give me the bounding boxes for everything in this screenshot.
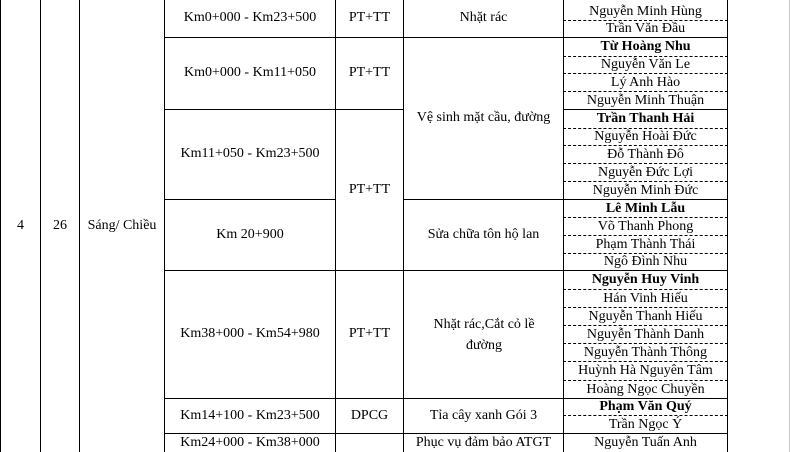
worker-name: Nguyễn Thành Danh [586, 326, 705, 342]
grid-line [727, 0, 728, 452]
worker-name: Nguyễn Tuấn Anh [594, 435, 697, 450]
worker-name: Phạm Thành Thái [595, 236, 696, 252]
worker-name: Đỗ Thành Đô [607, 146, 684, 162]
worker-name: Võ Thanh Phong [597, 218, 694, 234]
segment-cell: Km38+000 - Km54+980 [180, 326, 320, 342]
worker-name: Lê Minh Lẫu [605, 200, 686, 216]
worker-name: Nguyễn Đức Lợi [597, 164, 694, 180]
worker-name: Huỳnh Hà Nguyên Tâm [578, 363, 713, 378]
worker-name: Trần Thanh Hải [596, 111, 695, 126]
worker-name: Hoàng Ngọc Chuyền [586, 381, 705, 397]
worker-name: Lý Anh Hào [610, 74, 681, 90]
shift-cell: Sáng/ Chiều [87, 217, 157, 233]
segment-cell: Km14+100 - Km23+500 [180, 407, 320, 423]
task-cell: Vệ sinh mặt cầu, đường [416, 110, 551, 126]
worker-name: Từ Hoàng Nhu [600, 39, 691, 54]
task-cell: Nhặt rác [459, 10, 508, 26]
unit-cell: PT+TT [348, 10, 391, 26]
stt-cell: 4 [17, 217, 24, 233]
segment-cell: Km11+050 - Km23+500 [180, 146, 320, 162]
grid-line [335, 433, 404, 434]
unit-cell: PT+TT [348, 326, 391, 342]
worker-name: Phạm Văn Quý [599, 399, 692, 414]
worker-name: Nguyễn Minh Thuận [586, 92, 705, 108]
unit-cell: PT+TT [348, 181, 391, 197]
segment-cell: Km0+000 - Km11+050 [184, 65, 316, 81]
worker-name: Trần Ngọc Ý [608, 416, 683, 432]
segment-cell: Km 20+900 [216, 226, 284, 242]
worker-name: Nguyễn Văn Le [600, 57, 691, 72]
worker-name: Nguyễn Thành Thông [583, 344, 708, 360]
day-cell: 26 [53, 217, 67, 233]
task-cell: Tỉa cây xanh Gói 3 [429, 407, 538, 423]
worker-name: Trần Văn Đầu [605, 21, 686, 36]
task-cell: Sửa chữa tôn hộ lan [427, 226, 540, 242]
task-cell: Nhặt rác,Cắt cỏ lề đường [433, 316, 535, 353]
worker-name: Nguyễn Minh Hùng [589, 3, 702, 19]
unit-cell: DPCG [350, 407, 389, 423]
segment-cell: Km0+000 - Km23+500 [183, 10, 317, 26]
segment-cell: Km24+000 - Km38+000 [180, 434, 320, 450]
worker-name: Ngô Đình Nhu [603, 254, 688, 269]
task-cell: Phục vụ đảm bảo ATGT [415, 434, 552, 450]
worker-name: Hán Vinh Hiếu [603, 290, 688, 306]
worker-name: Nguyễn Minh Đức [592, 182, 699, 198]
worker-name: Nguyễn Hoài Đức [594, 129, 697, 144]
worker-name: Nguyễn Thanh Hiếu [588, 308, 703, 324]
worker-name: Nguyễn Huy Vinh [591, 272, 700, 287]
unit-cell: PT+TT [348, 65, 391, 81]
